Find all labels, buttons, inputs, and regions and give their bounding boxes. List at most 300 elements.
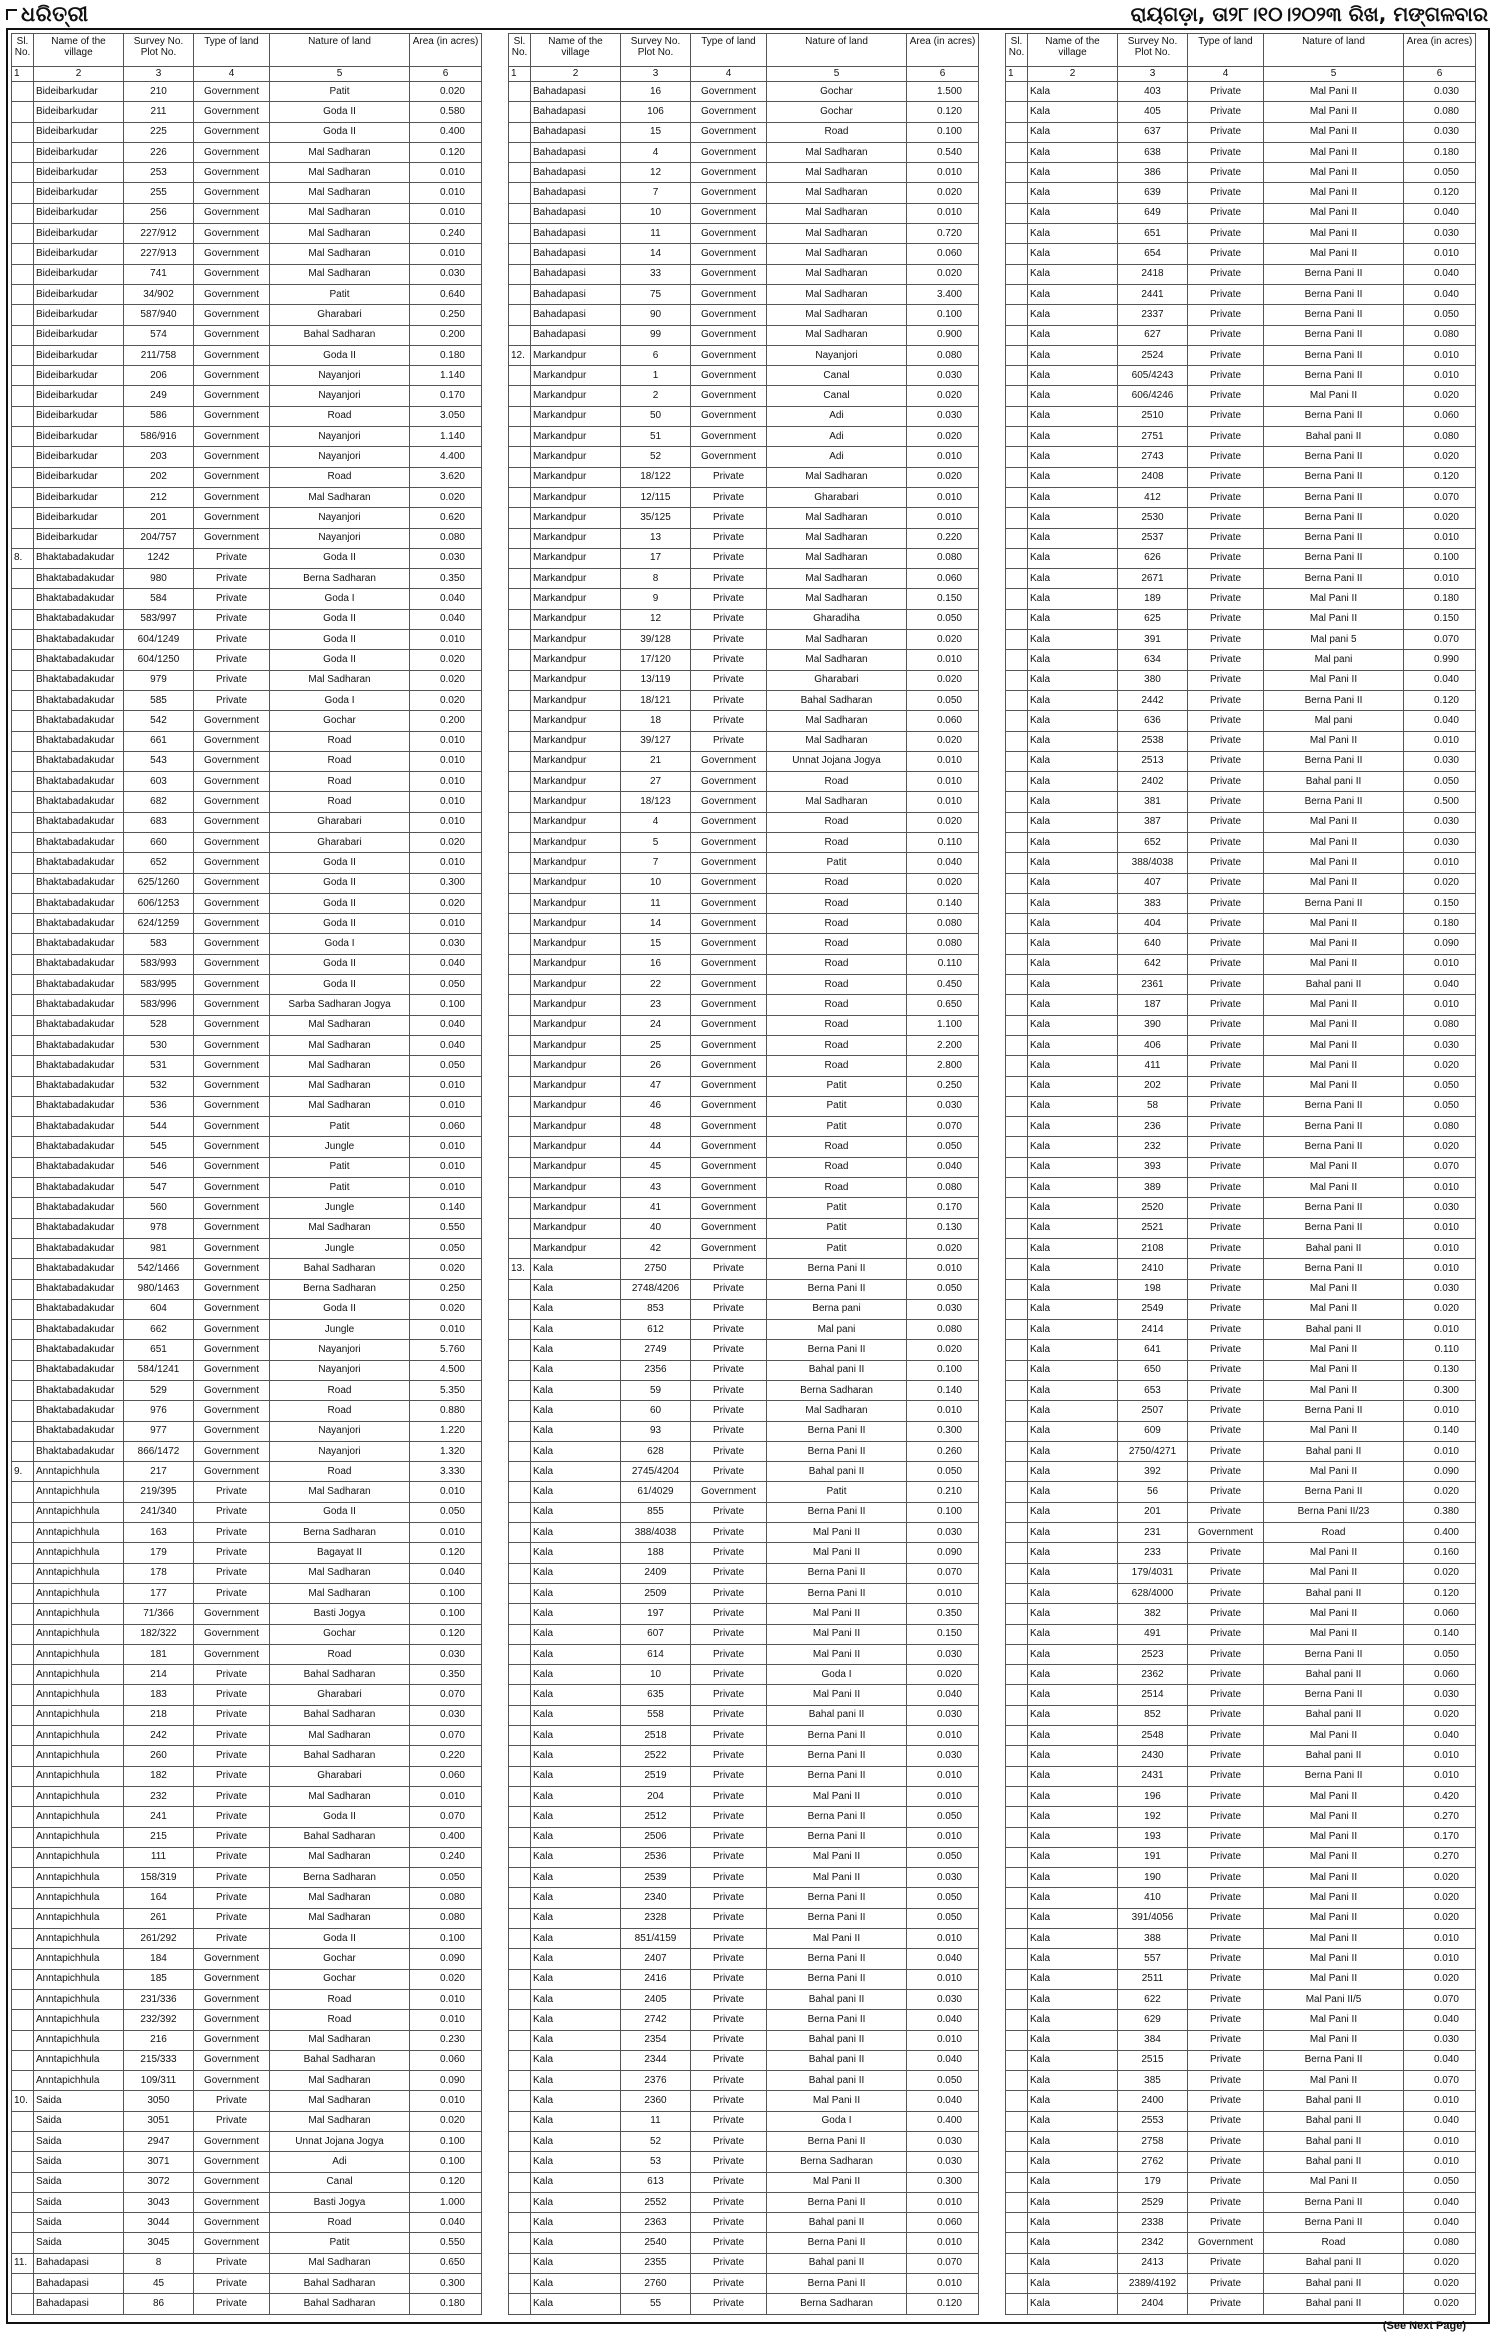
table-row	[1006, 1624, 1476, 1644]
land-nature-cell: Berna Pani II	[1264, 569, 1404, 589]
land-nature-cell: Mal Sadharan	[767, 183, 907, 203]
table-row	[509, 1137, 979, 1157]
land-type-cell: Government	[194, 264, 270, 284]
serial-no-cell	[12, 853, 34, 873]
land-nature-cell: Mal Pani II	[1264, 853, 1404, 873]
plot-no-cell: 193	[1118, 1827, 1188, 1847]
table-row	[1006, 548, 1476, 568]
village-name-cell: Bideibarkudar	[34, 163, 124, 183]
land-nature-cell: Berna Pani II	[767, 1563, 907, 1583]
serial-no-cell	[509, 934, 531, 954]
land-type-cell: Private	[691, 1908, 767, 1928]
area-cell: 0.010	[907, 1259, 979, 1279]
land-type-cell: Government	[194, 1949, 270, 1969]
serial-no-cell	[1006, 812, 1028, 832]
area-cell: 0.020	[907, 1340, 979, 1360]
land-nature-cell: Mal Sadharan	[270, 487, 410, 507]
land-nature-cell: Adi	[767, 406, 907, 426]
plot-no-cell: 2344	[621, 2050, 691, 2070]
plot-no-cell: 261	[124, 1908, 194, 1928]
village-name-cell: Kala	[531, 1502, 621, 1522]
plot-no-cell: 214	[124, 1665, 194, 1685]
area-cell: 0.010	[410, 1482, 482, 1502]
village-name-cell: Bhaktabadakudar	[34, 1238, 124, 1258]
land-nature-cell: Gochar	[767, 102, 907, 122]
land-type-cell: Government	[691, 1198, 767, 1218]
land-nature-cell: Berna Pani II	[1264, 1766, 1404, 1786]
village-name-cell: Kala	[1028, 569, 1118, 589]
table-row	[1006, 2233, 1476, 2253]
land-nature-cell: Berna Pani II	[1264, 1401, 1404, 1421]
village-name-cell: Kala	[1028, 772, 1118, 792]
plot-no-cell: 388	[1118, 1929, 1188, 1949]
serial-no-cell	[12, 427, 34, 447]
land-nature-cell: Mal Pani II	[767, 1543, 907, 1563]
plot-no-cell: 628/4000	[1118, 1583, 1188, 1603]
land-type-cell: Private	[1188, 792, 1264, 812]
serial-no-cell	[12, 1746, 34, 1766]
table-row	[509, 183, 979, 203]
village-name-cell: Kala	[531, 2091, 621, 2111]
land-type-cell: Private	[1188, 224, 1264, 244]
serial-no-cell	[509, 1482, 531, 1502]
table-row	[1006, 2030, 1476, 2050]
serial-no-cell	[509, 1502, 531, 1522]
table-row	[1006, 366, 1476, 386]
serial-no-cell	[12, 244, 34, 264]
land-type-cell: Private	[1188, 1502, 1264, 1522]
land-type-cell: Private	[194, 1827, 270, 1847]
land-type-cell: Government	[194, 1157, 270, 1177]
land-type-cell: Private	[1188, 1807, 1264, 1827]
plot-no-cell: 625	[1118, 609, 1188, 629]
land-type-cell: Private	[1188, 1117, 1264, 1137]
land-type-cell: Private	[1188, 1056, 1264, 1076]
land-type-cell: Private	[194, 690, 270, 710]
land-nature-cell: Berna Pani II	[1264, 467, 1404, 487]
area-cell: 0.400	[410, 1827, 482, 1847]
land-nature-cell: Mal Sadharan	[270, 203, 410, 223]
table-row	[12, 2111, 482, 2131]
area-cell: 0.050	[1404, 163, 1476, 183]
land-nature-cell: Goda I	[767, 1665, 907, 1685]
area-cell: 0.010	[907, 2233, 979, 2253]
serial-no-cell	[1006, 284, 1028, 304]
plot-no-cell: 11	[621, 224, 691, 244]
serial-no-cell	[12, 1868, 34, 1888]
plot-no-cell: 216	[124, 2030, 194, 2050]
plot-no-cell: 59	[621, 1381, 691, 1401]
land-nature-cell: Mal Pani II	[1264, 1604, 1404, 1624]
serial-no-cell	[12, 1218, 34, 1238]
land-nature-cell: Berna Pani II	[1264, 1644, 1404, 1664]
serial-no-cell	[12, 934, 34, 954]
plot-no-cell: 33	[621, 264, 691, 284]
serial-no-cell	[509, 487, 531, 507]
serial-no-cell	[1006, 1523, 1028, 1543]
plot-no-cell: 13/119	[621, 670, 691, 690]
table-row	[509, 1056, 979, 1076]
village-name-cell: Bhaktabadakudar	[34, 1015, 124, 1035]
table-row	[509, 1502, 979, 1522]
land-type-cell: Government	[691, 163, 767, 183]
land-nature-cell: Road	[270, 731, 410, 751]
header-land-nature: Nature of land	[270, 34, 410, 67]
village-name-cell: Kala	[1028, 345, 1118, 365]
land-nature-cell: Road	[767, 1157, 907, 1177]
area-cell: 0.080	[410, 1888, 482, 1908]
land-nature-cell: Mal Sadharan	[270, 2071, 410, 2091]
table-row	[509, 832, 979, 852]
land-nature-cell: Bahal pani II	[767, 2050, 907, 2070]
table-row	[12, 183, 482, 203]
village-name-cell: Bahadapasi	[531, 142, 621, 162]
village-name-cell: Saida	[34, 2111, 124, 2131]
land-type-cell: Private	[1188, 1888, 1264, 1908]
village-name-cell: Kala	[1028, 832, 1118, 852]
land-type-cell: Private	[691, 690, 767, 710]
table-row	[509, 893, 979, 913]
area-cell: 0.040	[907, 2091, 979, 2111]
land-type-cell: Government	[691, 1015, 767, 1035]
area-cell: 0.880	[410, 1401, 482, 1421]
land-type-cell: Private	[194, 2111, 270, 2131]
village-name-cell: Anntapichhula	[34, 1563, 124, 1583]
serial-no-cell	[1006, 1259, 1028, 1279]
land-nature-cell: Road	[270, 467, 410, 487]
land-nature-cell: Mal Pani II	[1264, 670, 1404, 690]
table-row	[509, 122, 979, 142]
plot-no-cell: 2549	[1118, 1299, 1188, 1319]
serial-no-cell	[1006, 1989, 1028, 2009]
land-nature-cell: Berna Pani II	[767, 1746, 907, 1766]
plot-no-cell: 163	[124, 1523, 194, 1543]
table-row	[1006, 1502, 1476, 1522]
land-type-cell: Private	[691, 1441, 767, 1461]
village-name-cell: Kala	[1028, 1786, 1118, 1806]
table-row	[12, 1908, 482, 1928]
land-nature-cell: Mal Pani II	[1264, 183, 1404, 203]
land-nature-cell: Bahal pani II	[1264, 1583, 1404, 1603]
land-nature-cell: Mal Pani II	[767, 1685, 907, 1705]
land-nature-cell: Mal Pani II	[1264, 731, 1404, 751]
plot-no-cell: 2360	[621, 2091, 691, 2111]
plot-no-cell: 546	[124, 1157, 194, 1177]
land-nature-cell: Mal Sadharan	[767, 163, 907, 183]
land-nature-cell: Mal Pani II	[1264, 1726, 1404, 1746]
village-name-cell: Kala	[531, 1908, 621, 1928]
land-nature-cell: Mal Sadharan	[270, 2091, 410, 2111]
serial-no-cell	[1006, 1543, 1028, 1563]
land-nature-cell: Goda II	[270, 914, 410, 934]
table-row	[509, 1178, 979, 1198]
area-cell: 0.010	[907, 203, 979, 223]
area-cell: 0.040	[1404, 2111, 1476, 2131]
table-row	[12, 2010, 482, 2030]
serial-no-cell	[509, 832, 531, 852]
serial-no-cell	[509, 1726, 531, 1746]
plot-no-cell: 177	[124, 1583, 194, 1603]
land-nature-cell: Mal Pani II	[1264, 995, 1404, 1015]
land-type-cell: Private	[1188, 345, 1264, 365]
serial-no-cell	[509, 792, 531, 812]
land-nature-cell: Bahal pani II	[1264, 2131, 1404, 2151]
plot-no-cell: 382	[1118, 1604, 1188, 1624]
land-type-cell: Private	[1188, 914, 1264, 934]
table-row	[12, 345, 482, 365]
land-nature-cell: Berna Pani II	[1264, 487, 1404, 507]
serial-no-cell	[12, 731, 34, 751]
area-cell: 0.050	[907, 690, 979, 710]
land-type-cell: Government	[194, 447, 270, 467]
plot-no-cell: 651	[1118, 224, 1188, 244]
land-type-cell: Government	[691, 853, 767, 873]
serial-no-cell	[509, 2131, 531, 2151]
serial-no-cell	[1006, 1807, 1028, 1827]
village-name-cell: Kala	[1028, 1076, 1118, 1096]
plot-no-cell: 542/1466	[124, 1259, 194, 1279]
land-type-cell: Government	[691, 386, 767, 406]
village-name-cell: Kala	[1028, 305, 1118, 325]
land-nature-cell: Adi	[270, 2152, 410, 2172]
area-cell: 0.030	[1404, 122, 1476, 142]
serial-no-cell	[1006, 2233, 1028, 2253]
land-nature-cell: Bahal Sadharan	[270, 325, 410, 345]
serial-no-cell	[12, 1949, 34, 1969]
serial-no-cell	[509, 1340, 531, 1360]
village-name-cell: Markandpur	[531, 792, 621, 812]
serial-no-cell	[509, 325, 531, 345]
village-name-cell: Anntapichhula	[34, 1908, 124, 1928]
table-row	[1006, 690, 1476, 710]
land-nature-cell: Mal Pani II	[767, 1786, 907, 1806]
plot-no-cell: 383	[1118, 893, 1188, 913]
land-type-cell: Private	[691, 1644, 767, 1664]
village-name-cell: Markandpur	[531, 487, 621, 507]
area-cell: 0.040	[410, 589, 482, 609]
serial-no-cell	[1006, 731, 1028, 751]
land-type-cell: Government	[194, 1320, 270, 1340]
plot-no-cell: 25	[621, 1035, 691, 1055]
land-nature-cell: Bahal Sadharan	[270, 2050, 410, 2070]
village-name-cell: Bhaktabadakudar	[34, 1056, 124, 1076]
village-name-cell: Kala	[1028, 427, 1118, 447]
plot-no-cell: 2376	[621, 2071, 691, 2091]
land-nature-cell: Mal Sadharan	[270, 1096, 410, 1116]
land-type-cell: Private	[691, 2131, 767, 2151]
land-type-cell: Government	[691, 975, 767, 995]
village-name-cell: Kala	[1028, 812, 1118, 832]
village-name-cell: Bahadapasi	[531, 203, 621, 223]
area-cell: 5.760	[410, 1340, 482, 1360]
land-type-cell: Government	[691, 751, 767, 771]
land-type-cell: Private	[1188, 2010, 1264, 2030]
land-nature-cell: Mal Pani II	[1264, 934, 1404, 954]
table-header-row	[12, 34, 482, 67]
land-type-cell: Private	[1188, 751, 1264, 771]
area-cell: 0.050	[907, 1137, 979, 1157]
village-name-cell: Kala	[1028, 508, 1118, 528]
area-cell: 0.020	[1404, 1868, 1476, 1888]
table-row	[1006, 183, 1476, 203]
land-nature-cell: Gochar	[270, 1969, 410, 1989]
table-row	[1006, 1705, 1476, 1725]
land-type-cell: Private	[1188, 305, 1264, 325]
land-nature-cell: Mal Sadharan	[767, 792, 907, 812]
table-row	[1006, 1746, 1476, 1766]
plot-no-cell: 542	[124, 711, 194, 731]
plot-no-cell: 532	[124, 1076, 194, 1096]
land-type-cell: Private	[1188, 670, 1264, 690]
area-cell: 0.650	[907, 995, 979, 1015]
plot-no-cell: 660	[124, 832, 194, 852]
serial-no-cell	[1006, 528, 1028, 548]
area-cell: 0.300	[1404, 1381, 1476, 1401]
plot-no-cell: 2342	[1118, 2233, 1188, 2253]
land-type-cell: Private	[1188, 2213, 1264, 2233]
village-name-cell: Kala	[1028, 1015, 1118, 1035]
village-name-cell: Markandpur	[531, 995, 621, 1015]
plot-no-cell: 11	[621, 893, 691, 913]
land-nature-cell: Mal Pani II	[1264, 2071, 1404, 2091]
area-cell: 0.010	[1404, 345, 1476, 365]
serial-no-cell	[1006, 1969, 1028, 1989]
table-row	[1006, 2131, 1476, 2151]
serial-no-cell	[1006, 305, 1028, 325]
area-cell: 0.080	[1404, 102, 1476, 122]
land-nature-cell: Bahal pani II	[1264, 2274, 1404, 2294]
table-row	[1006, 954, 1476, 974]
land-type-cell: Private	[691, 2192, 767, 2212]
village-name-cell: Markandpur	[531, 812, 621, 832]
area-cell: 0.100	[410, 2152, 482, 2172]
table-row	[12, 812, 482, 832]
area-cell: 0.020	[410, 82, 482, 102]
area-cell: 0.120	[1404, 183, 1476, 203]
village-name-cell: Kala	[531, 1807, 621, 1827]
land-nature-cell: Berna Pani II	[767, 2274, 907, 2294]
land-type-cell: Private	[1188, 1218, 1264, 1238]
land-type-cell: Private	[691, 1604, 767, 1624]
land-type-cell: Government	[194, 366, 270, 386]
plot-no-cell: 202	[1118, 1076, 1188, 1096]
serial-no-cell	[12, 1320, 34, 1340]
village-name-cell: Bahadapasi	[531, 244, 621, 264]
serial-no-cell	[509, 569, 531, 589]
area-cell: 0.010	[907, 2030, 979, 2050]
land-type-cell: Government	[194, 528, 270, 548]
table-row	[12, 1583, 482, 1603]
land-nature-cell: Mal Pani II	[1264, 2172, 1404, 2192]
plot-no-cell: 2	[621, 386, 691, 406]
land-nature-cell: Mal Pani II	[1264, 1563, 1404, 1583]
serial-no-cell	[12, 2050, 34, 2070]
plot-no-cell: 547	[124, 1178, 194, 1198]
area-cell: 0.010	[1404, 366, 1476, 386]
land-type-cell: Private	[194, 1786, 270, 1806]
plot-no-cell: 2519	[621, 1766, 691, 1786]
plot-no-cell: 61/4029	[621, 1482, 691, 1502]
area-cell: 0.010	[410, 792, 482, 812]
land-nature-cell: Berna Pani II	[1264, 345, 1404, 365]
table-row	[509, 1096, 979, 1116]
plot-no-cell: 217	[124, 1462, 194, 1482]
village-name-cell: Kala	[1028, 447, 1118, 467]
plot-no-cell: 411	[1118, 1056, 1188, 1076]
village-name-cell: Anntapichhula	[34, 1502, 124, 1522]
land-type-cell: Private	[691, 508, 767, 528]
plot-no-cell: 18/122	[621, 467, 691, 487]
area-cell: 0.010	[410, 853, 482, 873]
land-nature-cell: Berna Pani II	[767, 1340, 907, 1360]
village-name-cell: Bideibarkudar	[34, 122, 124, 142]
land-type-cell: Private	[1188, 508, 1264, 528]
village-name-cell: Kala	[531, 2253, 621, 2273]
plot-no-cell: 231	[1118, 1523, 1188, 1543]
land-nature-cell: Berna Pani II	[1264, 284, 1404, 304]
land-nature-cell: Gharabari	[767, 670, 907, 690]
village-name-cell: Kala	[531, 1989, 621, 2009]
serial-no-cell	[509, 1117, 531, 1137]
table-row	[1006, 1766, 1476, 1786]
table-row	[12, 711, 482, 731]
village-name-cell: Bhaktabadakudar	[34, 690, 124, 710]
land-type-cell: Government	[1188, 1523, 1264, 1543]
land-type-cell: Private	[691, 1766, 767, 1786]
land-type-cell: Government	[691, 914, 767, 934]
plot-no-cell: 585	[124, 690, 194, 710]
area-cell: 0.580	[410, 102, 482, 122]
village-name-cell: Bhaktabadakudar	[34, 1076, 124, 1096]
serial-no-cell	[12, 487, 34, 507]
area-cell: 0.050	[907, 609, 979, 629]
village-name-cell: Saida	[34, 2233, 124, 2253]
area-cell: 0.030	[410, 1705, 482, 1725]
area-cell: 0.240	[410, 1847, 482, 1867]
table-row	[1006, 1056, 1476, 1076]
serial-no-cell	[12, 630, 34, 650]
table-row	[1006, 832, 1476, 852]
area-cell: 0.010	[1404, 1441, 1476, 1461]
land-type-cell: Government	[194, 2152, 270, 2172]
land-type-cell: Government	[194, 1360, 270, 1380]
plot-no-cell: 606/1253	[124, 893, 194, 913]
land-nature-cell: Road	[1264, 1523, 1404, 1543]
land-type-cell: Government	[691, 1076, 767, 1096]
plot-no-cell: 2512	[621, 1807, 691, 1827]
plot-no-cell: 4	[621, 142, 691, 162]
land-nature-cell: Berna Sadharan	[767, 1381, 907, 1401]
land-nature-cell: Mal Pani II	[1264, 1807, 1404, 1827]
area-cell: 3.620	[410, 467, 482, 487]
land-nature-cell: Mal Pani II	[1264, 1381, 1404, 1401]
land-nature-cell: Berna Pani II	[1264, 1137, 1404, 1157]
table-row	[509, 1969, 979, 1989]
land-nature-cell: Goda II	[270, 853, 410, 873]
land-type-cell: Government	[194, 1340, 270, 1360]
serial-no-cell	[1006, 264, 1028, 284]
land-nature-cell: Berna Pani II	[1264, 893, 1404, 913]
table-row	[1006, 893, 1476, 913]
header-village-name: Name of the village	[34, 34, 124, 67]
village-name-cell: Kala	[1028, 873, 1118, 893]
plot-no-cell: 2356	[621, 1360, 691, 1380]
land-type-cell: Private	[1188, 853, 1264, 873]
village-name-cell: Kala	[1028, 650, 1118, 670]
column-number-cell: 5	[767, 67, 907, 82]
table-row	[1006, 731, 1476, 751]
area-cell: 0.010	[907, 487, 979, 507]
